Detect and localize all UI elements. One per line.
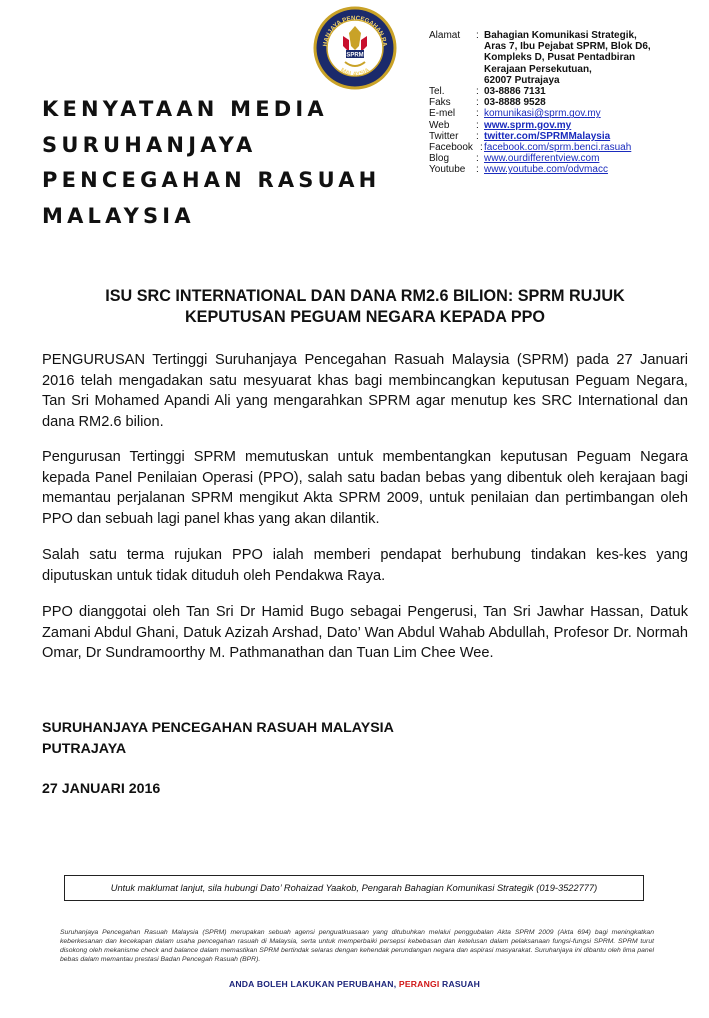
body-paragraph: Pengurusan Tertinggi SPRM memutuskan untuk membentangkan keputusan Peguam Negara kepada Panel Penilaian Operasi (PPO), salah satu badan bebas yang dibentuk oleh kerajaan bagi memantau perjalanan SPRM mengikut Akta SPRM 2009, untuk penilaian dan pertimbangan oleh PPO dan sebuah lagi panel khas yang akan dilantik.: [42, 449, 688, 527]
email-label: E-mel: [429, 108, 456, 120]
address-label: Alamat: [429, 30, 461, 41]
contact-block: [429, 30, 704, 176]
masthead-line: MALAYSIA: [42, 203, 195, 228]
blog-link[interactable]: www.ourdifferentview.com: [484, 153, 600, 165]
facebook-row: Facebook : facebook.com/sprm.benci.rasuah: [429, 142, 632, 154]
masthead-line: PENCEGAHAN RASUAH: [42, 168, 381, 192]
web-row: Web : www.sprm.gov.my: [429, 119, 572, 131]
signature-place: PUTRAJAYA: [42, 741, 127, 757]
blog-label: Blog: [429, 153, 450, 165]
body-paragraph: PENGURUSAN Tertinggi Suruhanjaya Pencegahan Rasuah Malaysia (SPRM) pada 27 Januari 2016 telah mengadakan satu mesyuarat khas bagi membincangkan keputusan Peguam Negara, Tan Sri Mohamed Apandi Ali yang mengarahkan SPRM agar menutup kes SRC International dan dana RM2.6 bilion.: [42, 352, 688, 430]
slogan-part: ANDA BOLEH LAKUKAN PERUBAHAN,: [228, 979, 399, 989]
web-label: Web: [429, 119, 450, 131]
tel-row: Tel. : 03-8886 7131: [429, 86, 546, 98]
tel-label: Tel.: [429, 86, 445, 98]
web-link[interactable]: www.sprm.gov.my: [484, 119, 572, 131]
slogan: [0, 979, 709, 989]
email-row: E-mel : komunikasi@sprm.gov.my: [429, 108, 601, 120]
address-line: Kompleks D, Pusat Pentadbiran: [484, 52, 636, 64]
address-line: 62007 Putrajaya: [484, 74, 560, 86]
facebook-label: Facebook: [429, 142, 473, 154]
slogan-highlight: PERANGI: [398, 979, 440, 989]
youtube-link[interactable]: www.youtube.com/odvmacc: [484, 164, 608, 176]
logo-bottom-text: MALAYSIA: [339, 66, 371, 79]
facebook-link[interactable]: facebook.com/sprm.benci.rasuah: [484, 142, 632, 154]
email-link[interactable]: komunikasi@sprm.gov.my: [484, 108, 601, 120]
masthead-line: KENYATAAN MEDIA: [42, 97, 328, 121]
youtube-label: Youtube: [429, 164, 466, 176]
sprm-logo: [313, 6, 397, 90]
fax-value: 03-8888 9528: [484, 97, 546, 109]
slogan-part: RASUAH: [439, 979, 481, 989]
address-line: Kerajaan Persekutuan,: [484, 63, 592, 75]
blog-row: Blog : www.ourdifferentview.com: [429, 153, 600, 165]
sprm-emblem-icon: [313, 6, 397, 90]
about-sprm-text: Suruhanjaya Pencegahan Rasuah Malaysia (SPRM) merupakan sebuah agensi penguatkuasaan yang ditubuhkan melalui penggubalan Akta SPRM 2009 (Akta 694) bagi meningkatkan keberkesanan dan kecekapan dalam usaha pencegahan rasuah di Malaysia, serta untuk memperbaiki persepsi kebebasan dan ketelusan dalam pelaksanaan fungsi-fungsi SPRM. SPRM turut disokong oleh mekanisme check and balance dalam memastikan SPRM bertindak selaras dengan kehendak perundangan negara dan aspirasi masyarakat. Suruhanjaya ini dibantu oleh lima panel bebas dalam memantau prestasi Badan Pencegah Rasuah (BPR).: [60, 929, 654, 963]
address-line: Aras 7, Ibu Pejabat SPRM, Blok D6,: [484, 41, 651, 53]
press-headline: [40, 286, 690, 327]
fax-row: Faks : 03-8888 9528: [429, 97, 546, 109]
headline-line: KEPUTUSAN PEGUAM NEGARA KEPADA PPO: [184, 307, 546, 326]
masthead-line: SURUHANJAYA: [42, 132, 257, 157]
signature-org: SURUHANJAYA PENCEGAHAN RASUAH MALAYSIA: [42, 720, 394, 736]
twitter-label: Twitter: [429, 130, 459, 142]
logo-center-text: SPRM: [346, 52, 364, 59]
masthead: [42, 92, 402, 234]
logo-top-text: HANJAYA PENCEGAHAN RA: [321, 14, 389, 47]
address-line: Bahagian Komunikasi Strategik,: [484, 30, 637, 41]
address-row: Alamat : Bahagian Komunikasi Strategik,: [429, 30, 637, 41]
youtube-row: Youtube : www.youtube.com/odvmacc: [429, 164, 608, 176]
headline-line: ISU SRC INTERNATIONAL DAN DANA RM2.6 BILION: SPRM RUJUK: [105, 287, 625, 305]
body-paragraph: PPO dianggotai oleh Tan Sri Dr Hamid Bugo sebagai Pengerusi, Tan Sri Jawhar Hassan, Datuk Zamani Abdul Ghani, Datuk Azizah Arshad, Dato’ Wan Abdul Wahab Abdullah, Profesor Dr. Normah Omar, Dr Sundramoorthy M. Pathmanathan dan Tuan Lim Chee Wee.: [42, 604, 688, 662]
tel-value: 03-8886 7131: [484, 86, 546, 98]
fax-label: Faks: [429, 97, 451, 109]
body-paragraph: Salah satu terma rujukan PPO ialah memberi pendapat berhubung tindakan kes-kes yang diputuskan untuk tidak dituduh oleh Pendakwa Raya.: [42, 547, 688, 584]
twitter-link[interactable]: twitter.com/SPRMMalaysia: [484, 130, 611, 142]
contact-info-box: Untuk maklumat lanjut, sila hubungi Dato’ Rohaizad Yaakob, Pengarah Bahagian Komunikasi Strategik (019-3522777): [64, 875, 644, 901]
twitter-row: Twitter : twitter.com/SPRMMalaysia: [429, 130, 611, 142]
release-date: 27 JANUARI 2016: [42, 781, 161, 797]
